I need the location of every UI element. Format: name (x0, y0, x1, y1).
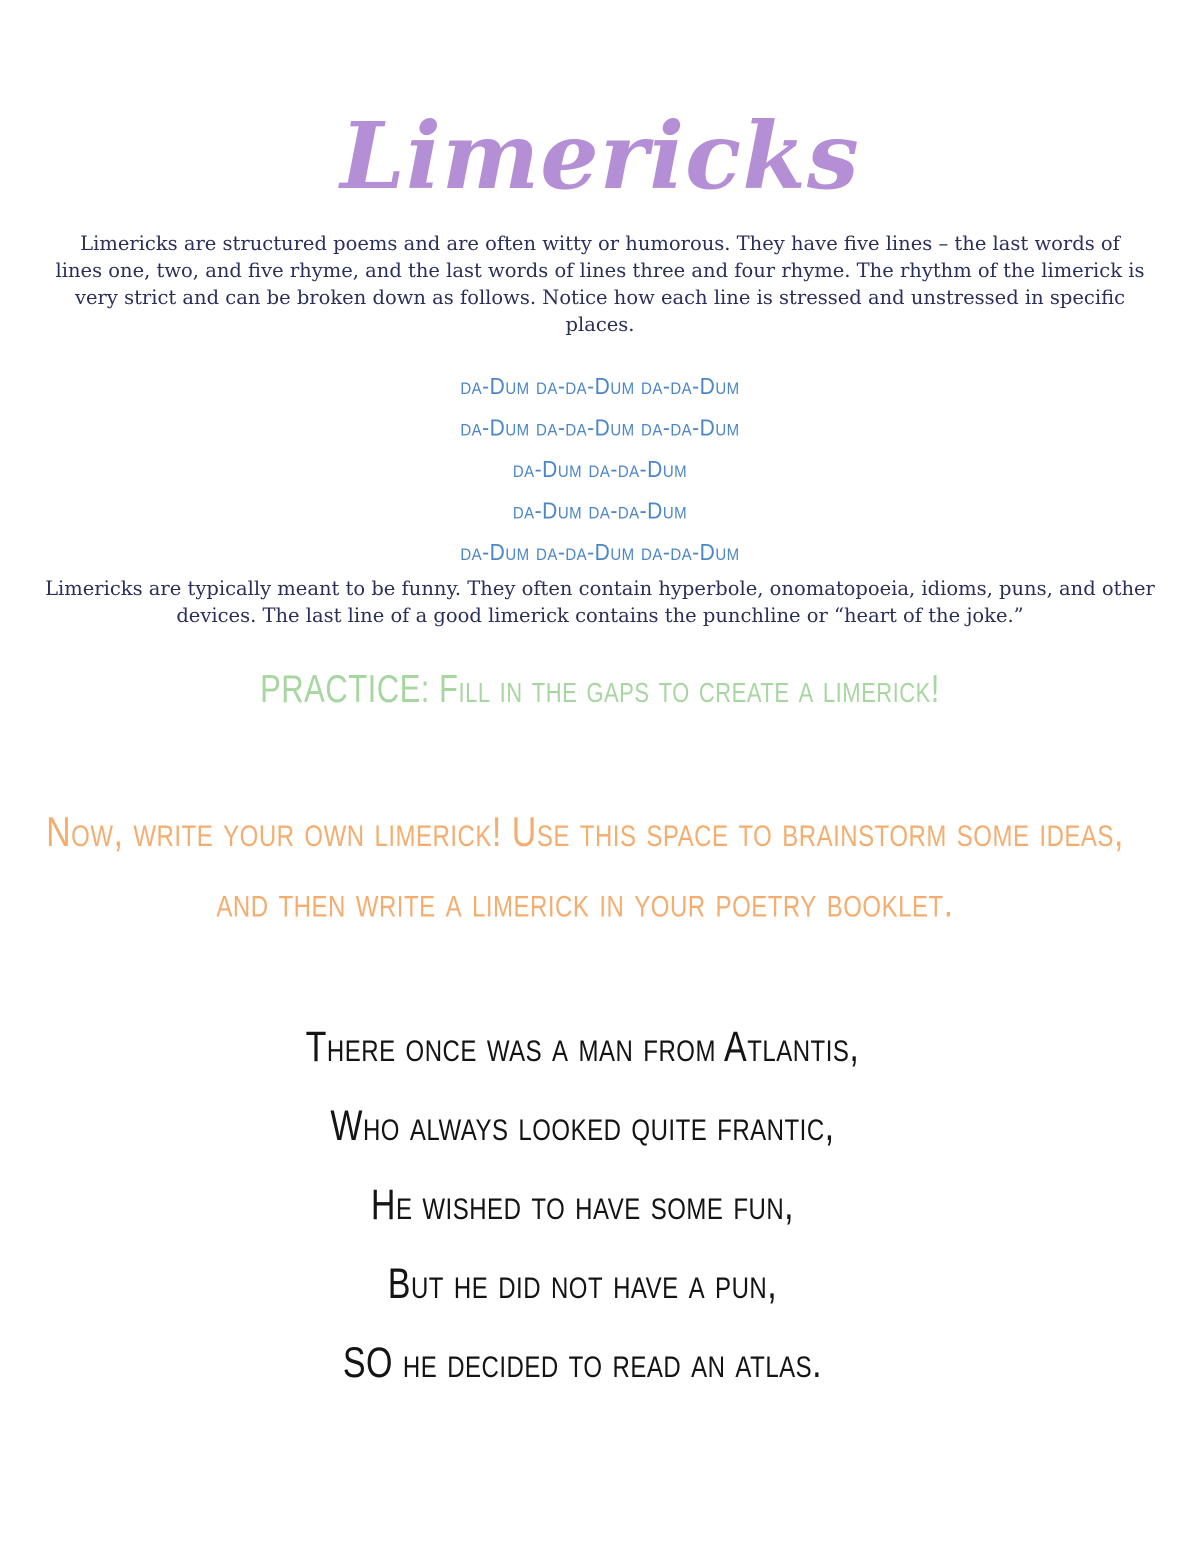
intro-paragraph (55, 230, 1145, 338)
write-own-instructions: Now, write your own limerick! Use this space to brainstorm some ideas, and then write a limerick in your poetry booklet. (46, 809, 1124, 927)
poem-line-2: Who always looked quite frantic, (330, 1102, 835, 1150)
poem-line-5: SO he decided to read an atlas. (342, 1339, 823, 1387)
rhythm-line-3: da-Dum da-da-Dum (512, 456, 688, 483)
practice-heading: PRACTICE: Fill in the gaps to create a limerick! (260, 667, 940, 711)
rhythm-pattern (0, 366, 1200, 573)
example-limerick (0, 1012, 1165, 1407)
rhythm-line-2: da-Dum da-da-Dum da-da-Dum (460, 415, 740, 442)
intro-text: Limericks are structured poems and are often witty or humorous. They have five lines – the last words of lines one, two, and five rhyme, and the last words of lines three and four rhyme. The rhythm of the limerick is very strict and can be broken down as follows. Notice how each line is stressed and unstressed in specific places. (55, 232, 1145, 336)
funny-paragraph (40, 575, 1160, 629)
poem-line-3: He wished to have some fun, (370, 1181, 795, 1229)
rhythm-line-5: da-Dum da-da-Dum da-da-Dum (460, 539, 740, 566)
rhythm-line-4: da-Dum da-da-Dum (512, 498, 688, 524)
funny-text: Limericks are typically meant to be funny. They often contain hyperbole, onomatopoeia, idioms, puns, and other devices. The last line of a good limerick contains the punchline or “heart of the joke.” (45, 577, 1155, 627)
poem-line-4: But he did not have a pun, (387, 1260, 778, 1308)
poem-line-1: There once was a man from Atlantis, (305, 1023, 860, 1071)
rhythm-line-1: da-Dum da-da-Dum da-da-Dum (460, 373, 740, 400)
page-title: Limericks (340, 102, 860, 210)
